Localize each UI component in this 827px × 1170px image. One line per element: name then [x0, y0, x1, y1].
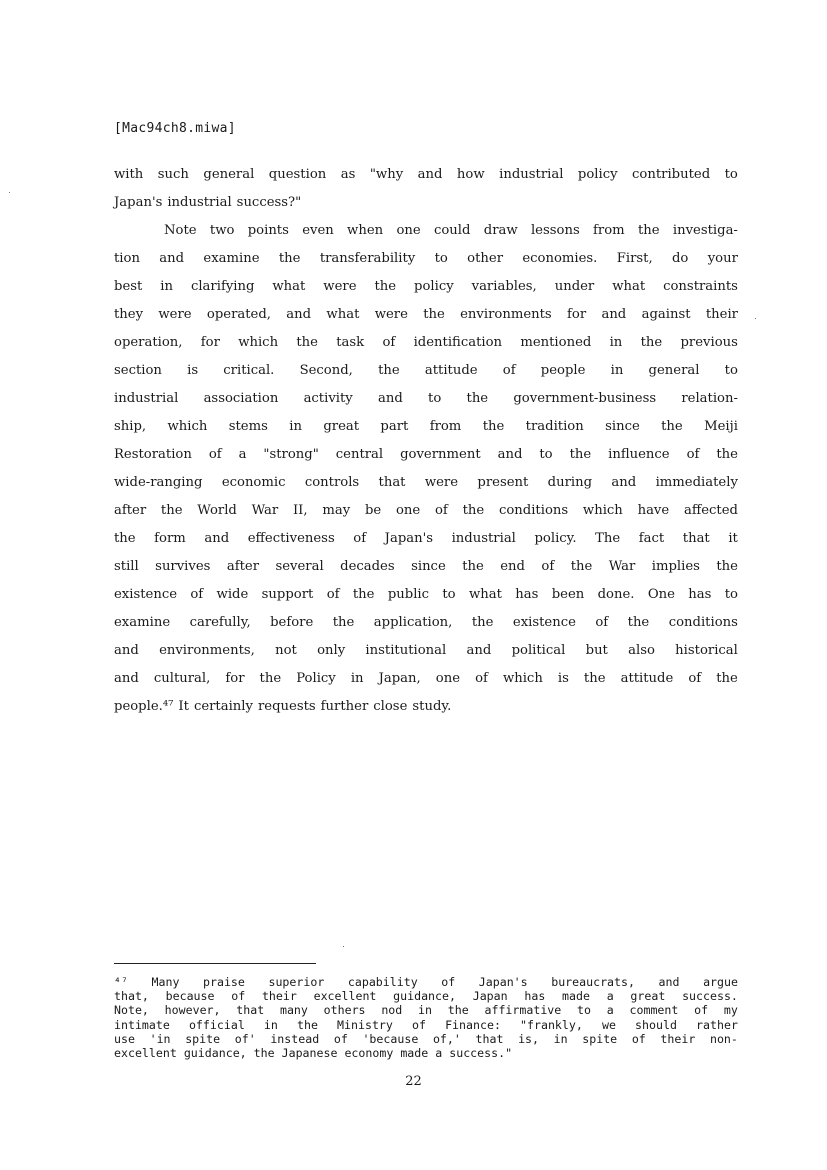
body-line: tion and examine the transferability to other economies. First, do your [114, 251, 738, 266]
footnote-line: that, because of their excellent guidance, Japan has made a great success. [114, 989, 738, 1004]
footnote [114, 975, 738, 1060]
body-line: still survives after several decades since the end of the War implies the [114, 559, 738, 574]
footnote-rule [114, 963, 316, 964]
body-line: examine carefully, before the application, the existence of the conditions [114, 615, 738, 630]
body-line: people.⁴⁷ It certainly requests further close study. [114, 699, 452, 714]
body-line: and environments, not only institutional and political but also historical [114, 643, 738, 658]
footnote-line: Note, however, that many others nod in the affirmative to a comment of my [114, 1003, 738, 1018]
scan-speck [9, 192, 10, 193]
body-line: Note two points even when one could draw lessons from the investiga- [164, 223, 738, 238]
body-line: existence of wide support of the public to what has been done. One has to [114, 587, 738, 602]
body-line: Restoration of a "strong" central government and to the influence of the [114, 447, 738, 462]
scan-speck [343, 946, 344, 947]
body-line: wide-ranging economic controls that were present during and immediately [114, 475, 738, 490]
footnote-line: intimate official in the Ministry of Finance: "frankly, we should rather [114, 1017, 738, 1032]
footnote-line: ⁴⁷ Many praise superior capability of Japan's bureaucrats, and argue [114, 975, 738, 989]
page-number: 22 [405, 1074, 422, 1089]
body-line: after the World War II, may be one of the conditions which have affected [114, 503, 738, 518]
footnote-line: excellent guidance, the Japanese economy made a success." [114, 1045, 513, 1060]
scan-speck [755, 318, 756, 319]
body-line: with such general question as "why and how industrial policy contributed to [114, 167, 738, 182]
body-text [114, 161, 738, 721]
body-line: section is critical. Second, the attitude of people in general to [114, 363, 738, 378]
body-line: and cultural, for the Policy in Japan, one of which is the attitude of the [114, 671, 738, 686]
body-line: industrial association activity and to the government-business relation- [114, 391, 738, 406]
body-line: Japan's industrial success?" [114, 195, 302, 210]
body-line: ship, which stems in great part from the tradition since the Meiji [114, 419, 738, 434]
file-header: [Mac94ch8.miwa] [114, 121, 236, 136]
body-line: operation, for which the task of identification mentioned in the previous [114, 335, 738, 350]
body-line: they were operated, and what were the environments for and against their [114, 307, 738, 322]
footnote-line: use 'in spite of' instead of 'because of,' that is, in spite of their non- [114, 1031, 738, 1046]
body-line: the form and effectiveness of Japan's industrial policy. The fact that it [114, 531, 738, 546]
body-line: best in clarifying what were the policy variables, under what constraints [114, 279, 738, 294]
